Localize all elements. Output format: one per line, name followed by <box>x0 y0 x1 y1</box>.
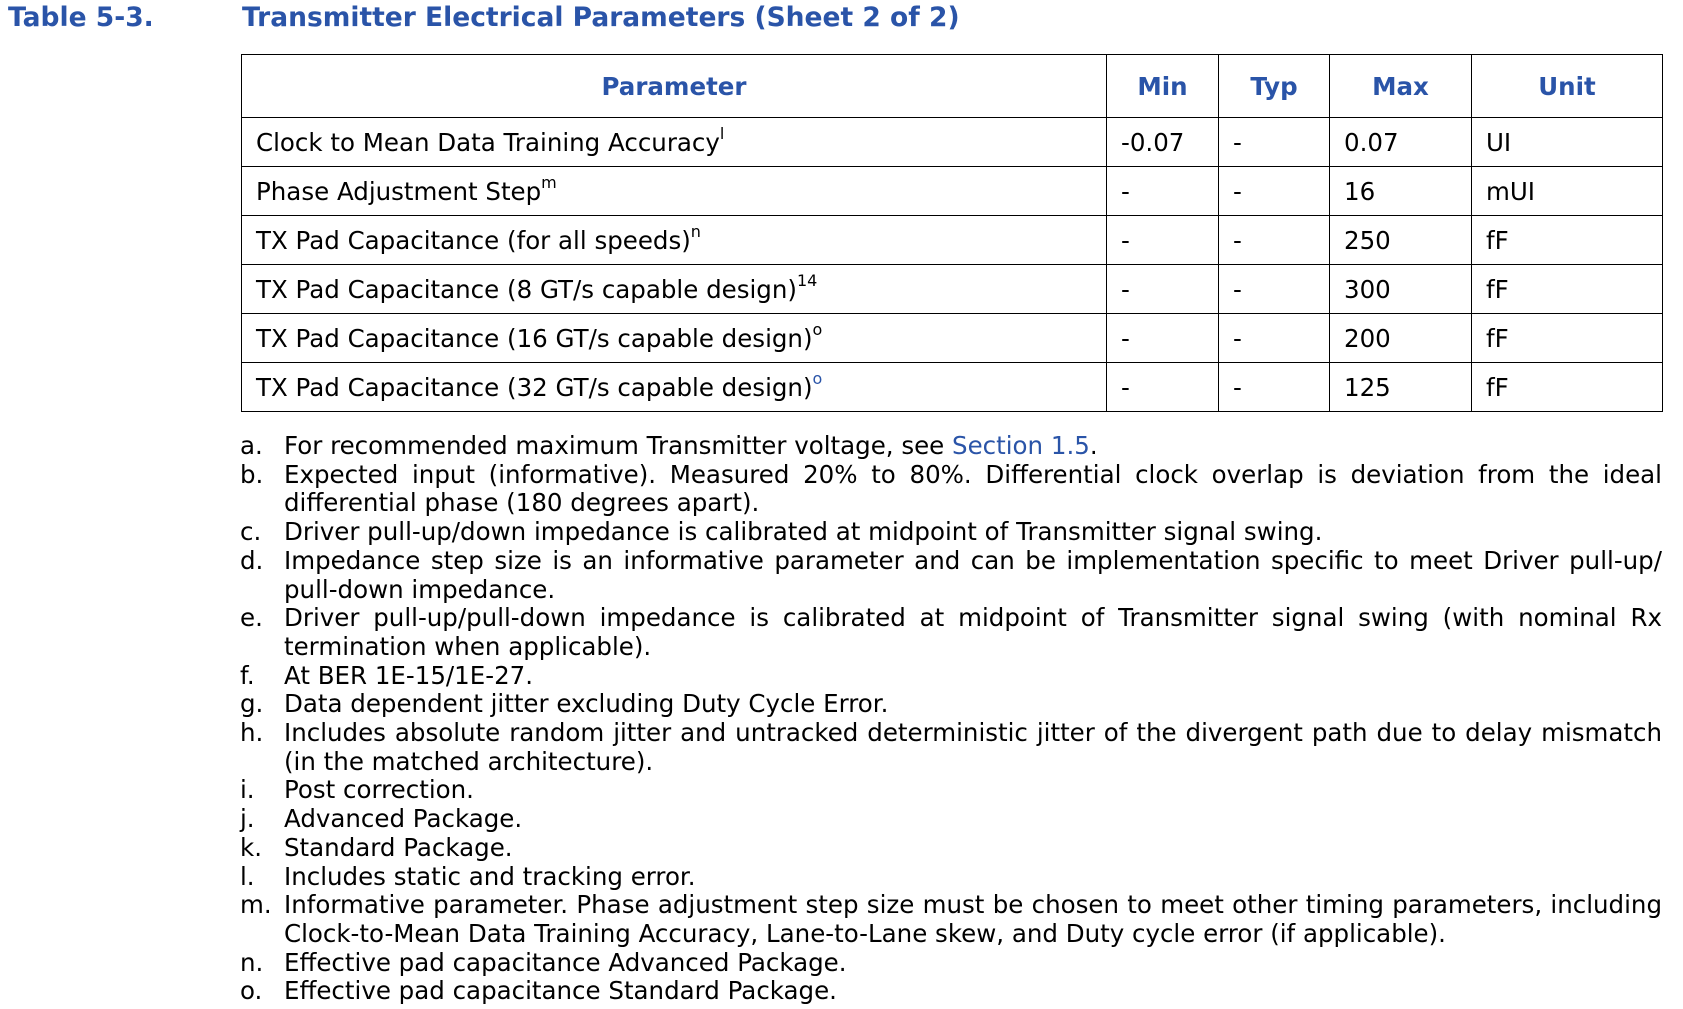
footnote-item: e. Driver pull-up/pull-down impedance is calibrated at midpoint of Transmitter signal swing (with nominal Rx termination when applicable). <box>240 603 1662 661</box>
cell-parameter: TX Pad Capacitance (32 GT/s capable design)$^o$ <box>242 363 1107 412</box>
cell-min: - <box>1107 265 1219 314</box>
footnote-ref: n <box>690 222 701 242</box>
footnote-ref: 14 <box>796 271 818 291</box>
cell-typ: - <box>1219 167 1330 216</box>
cell-min: - <box>1107 167 1219 216</box>
footnote-item: c. Driver pull-up/down impedance is calibrated at midpoint of Transmitter signal swing. <box>240 517 1323 547</box>
table-header-row <box>242 55 1663 118</box>
cell-max: 16 <box>1330 167 1472 216</box>
footnote-item: o. Effective pad capacitance Standard Package. <box>240 976 837 1006</box>
table-row <box>242 167 1663 216</box>
cell-unit: fF <box>1472 265 1663 314</box>
footnote-item: h. Includes absolute random jitter and untracked deterministic jitter of the divergent path due to delay mismatch (in the matched architecture). <box>240 718 1662 776</box>
footnote-item: j. Advanced Package. <box>240 804 523 834</box>
cell-parameter: TX Pad Capacitance (8 GT/s capable design)$^{14}$ <box>242 265 1107 314</box>
cell-typ: - <box>1219 265 1330 314</box>
cell-max: 300 <box>1330 265 1472 314</box>
footnote-item: d. Impedance step size is an informative parameter and can be implementation specific to meet Driver pull-up/ pull-down impedance. <box>240 545 1662 604</box>
cell-unit: mUI <box>1472 167 1663 216</box>
table-title: Transmitter Electrical Parameters (Sheet 2 of 2) <box>242 2 960 33</box>
header-unit: Unit <box>1472 55 1663 118</box>
table-number: Table 5-3. <box>8 2 154 33</box>
cell-min: - <box>1107 314 1219 363</box>
table-row <box>242 265 1663 314</box>
section-link[interactable]: Section 1.5 <box>952 431 1090 460</box>
table-row <box>242 216 1663 265</box>
parameters-table <box>241 54 1663 412</box>
footnote-item: i. Post correction. <box>240 775 474 805</box>
header-min: Min <box>1107 55 1219 118</box>
cell-typ: - <box>1219 118 1330 167</box>
cell-parameter: TX Pad Capacitance (16 GT/s capable design)$^o$ <box>242 314 1107 363</box>
footnote-ref: o <box>812 369 823 389</box>
table-row <box>242 363 1663 412</box>
cell-max: 0.07 <box>1330 118 1472 167</box>
footnote-ref: o <box>812 320 823 340</box>
cell-min: -0.07 <box>1107 118 1219 167</box>
footnote-item: m. Informative parameter. Phase adjustment step size must be chosen to meet other timing parameters, including Clock-to-Mean Data Training Accuracy, Lane-to-Lane skew, and Duty cycle error (if applicable). <box>240 890 1662 948</box>
header-max: Max <box>1330 55 1472 118</box>
cell-max: 200 <box>1330 314 1472 363</box>
cell-max: 125 <box>1330 363 1472 412</box>
footnote-item: f. At BER 1E-15/1E-27. <box>240 660 534 690</box>
table-row <box>242 118 1663 167</box>
footnote-item: a. For recommended maximum Transmitter voltage, see Section 1.5. <box>240 431 1098 460</box>
cell-unit: fF <box>1472 363 1663 412</box>
cell-parameter: Phase Adjustment Step$^m$ <box>242 167 1107 216</box>
cell-parameter: TX Pad Capacitance (for all speeds)$^n$ <box>242 216 1107 265</box>
cell-min: - <box>1107 363 1219 412</box>
footnote-item: g. Data dependent jitter excluding Duty Cycle Error. <box>240 689 889 719</box>
cell-unit: UI <box>1472 118 1663 167</box>
cell-typ: - <box>1219 363 1330 412</box>
cell-min: - <box>1107 216 1219 265</box>
cell-typ: - <box>1219 314 1330 363</box>
cell-parameter: Clock to Mean Data Training Accuracy$^l$ <box>242 118 1107 167</box>
footnotes-list <box>240 432 1662 1006</box>
footnote-ref: l <box>719 124 725 144</box>
table-caption <box>8 2 1663 42</box>
footnote-item: k. Standard Package. <box>240 832 513 862</box>
footnote-ref: m <box>541 173 557 193</box>
footnote-item: b. Expected input (informative). Measured 20% to 80%. Differential clock overlap is deviation from the ideal differential phase (180 degrees apart). <box>240 459 1662 518</box>
table-row <box>242 314 1663 363</box>
header-typ: Typ <box>1219 55 1330 118</box>
footnote-item: n. Effective pad capacitance Advanced Package. <box>240 947 847 977</box>
footnote-item: l. Includes static and tracking error. <box>240 861 696 891</box>
header-parameter: Parameter <box>242 55 1107 118</box>
cell-unit: fF <box>1472 216 1663 265</box>
cell-typ: - <box>1219 216 1330 265</box>
cell-max: 250 <box>1330 216 1472 265</box>
cell-unit: fF <box>1472 314 1663 363</box>
